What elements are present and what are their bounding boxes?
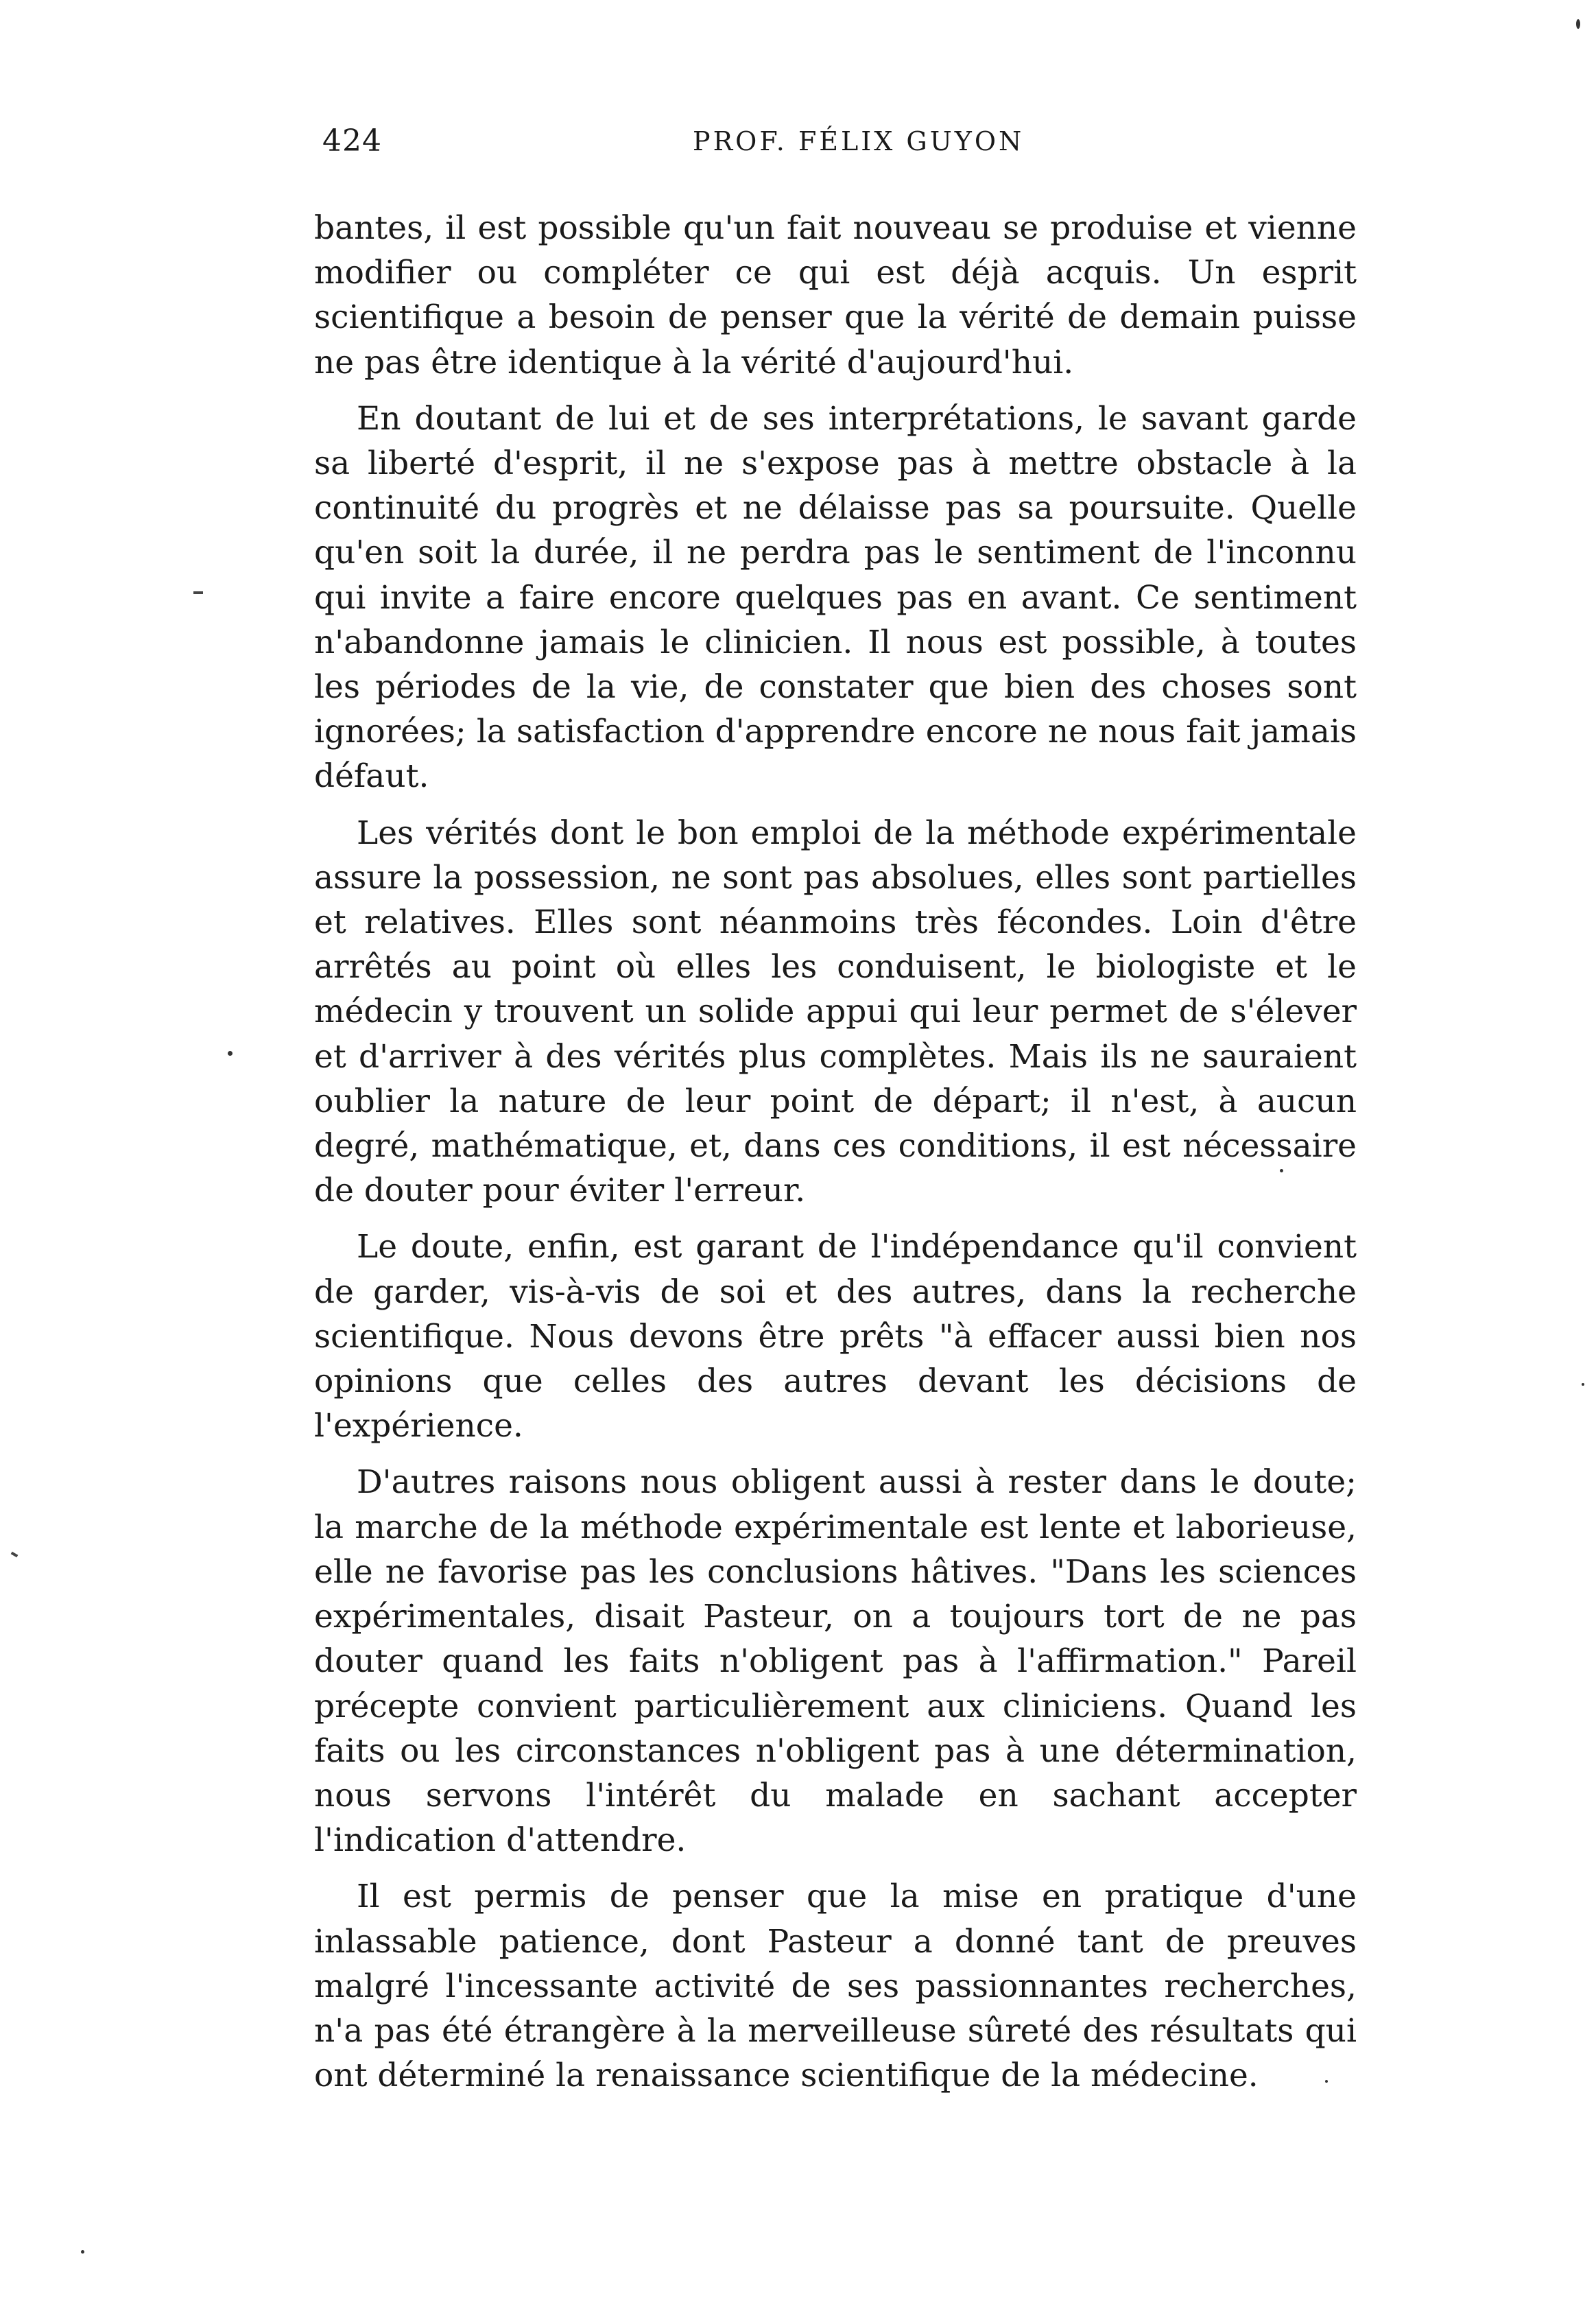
paragraph-patience: Il est permis de penser que la mise en pratique d'une inlassable patience, dont Pasteur a donné tant de preuves malgré l'incessante activité de ses passionnantes recherches, n'a pas été étrangère à la merveilleuse sûreté des résultats qui ont déterminé la renaissance scientifique de la médecine. xyxy=(314,1878,1357,2095)
running-head: PROF. FÉLIX GUYON xyxy=(693,126,1025,156)
page-header xyxy=(322,123,1351,178)
margin-speck xyxy=(228,1051,233,1056)
paragraph-doubt-self: En doutant de lui et de ses interprétations, le savant garde sa liberté d'esprit, il ne s'expose pas à mettre obstacle à la continuité du progrès et ne délaisse pas sa poursuite. Quelle qu'en soit la durée, il ne perdra pas le sentiment de l'inconnu qui invite a faire encore quelques pas en avant. Ce sentiment n'abandonne jamais le clinicien. Il nous est possible, à toutes les périodes de la vie, de constater que bien des choses sont ignorées; la satisfaction d'apprendre encore ne nous fait jamais défaut. xyxy=(314,399,1357,796)
margin-speck xyxy=(1325,2080,1328,2083)
paragraph-independence: Le doute, enfin, est garant de l'indépendance qu'il convient de garder, vis-à-vis de soi et des autres, dans la recherche scientifique. Nous devons être prêts "à effacer aussi bien nos opinions que celles des autres devant les décisions de l'expérience. xyxy=(314,1228,1357,1445)
margin-speck xyxy=(11,1552,19,1557)
paragraph-continuation: bantes, il est possible qu'un fait nouveau se produise et vienne modifier ou compléter ce qui est déjà acquis. Un esprit scientifique a besoin de penser que la vérité de demain puisse ne pas être identique à la vérité d'aujourd'hui. xyxy=(314,209,1357,381)
margin-speck xyxy=(193,591,203,594)
page-number: 424 xyxy=(322,123,382,158)
margin-speck xyxy=(1582,1383,1584,1386)
margin-speck xyxy=(1280,1169,1283,1172)
paragraph-truths: Les vérités dont le bon emploi de la méthode expérimentale assure la possession, ne sont pas absolues, elles sont partielles et relatives. Elles sont néanmoins très fécondes. Loin d'être arrêtés au point où elles les conduisent, le biologiste et le médecin y trouvent un solide appui qui leur permet de s'élever et d'arriver à des vérités plus complètes. Mais ils ne sauraient oublier la nature de leur point de départ; il n'est, à aucun degré, mathématique, et, dans ces conditions, il est nécessaire de douter pour éviter l'erreur. xyxy=(314,814,1357,1210)
paragraph-other-reasons: D'autres raisons nous obligent aussi à rester dans le doute; la marche de la méthode expérimentale est lente et laborieuse, elle ne favorise pas les conclusions hâtives. "Dans les sciences expérimentales, disait Pasteur, on a toujours tort de ne pas douter quand les faits n'obligent pas à l'affirmation." Pareil précepte convient particulièrement aux cliniciens. Quand les faits ou les circonstances n'obligent pas à une détermination, nous servons l'intérêt du malade en sachant accepter l'indication d'attendre. xyxy=(314,1463,1357,1860)
margin-speck xyxy=(1576,19,1580,29)
body-text xyxy=(314,206,1357,2109)
margin-speck xyxy=(81,2250,84,2254)
